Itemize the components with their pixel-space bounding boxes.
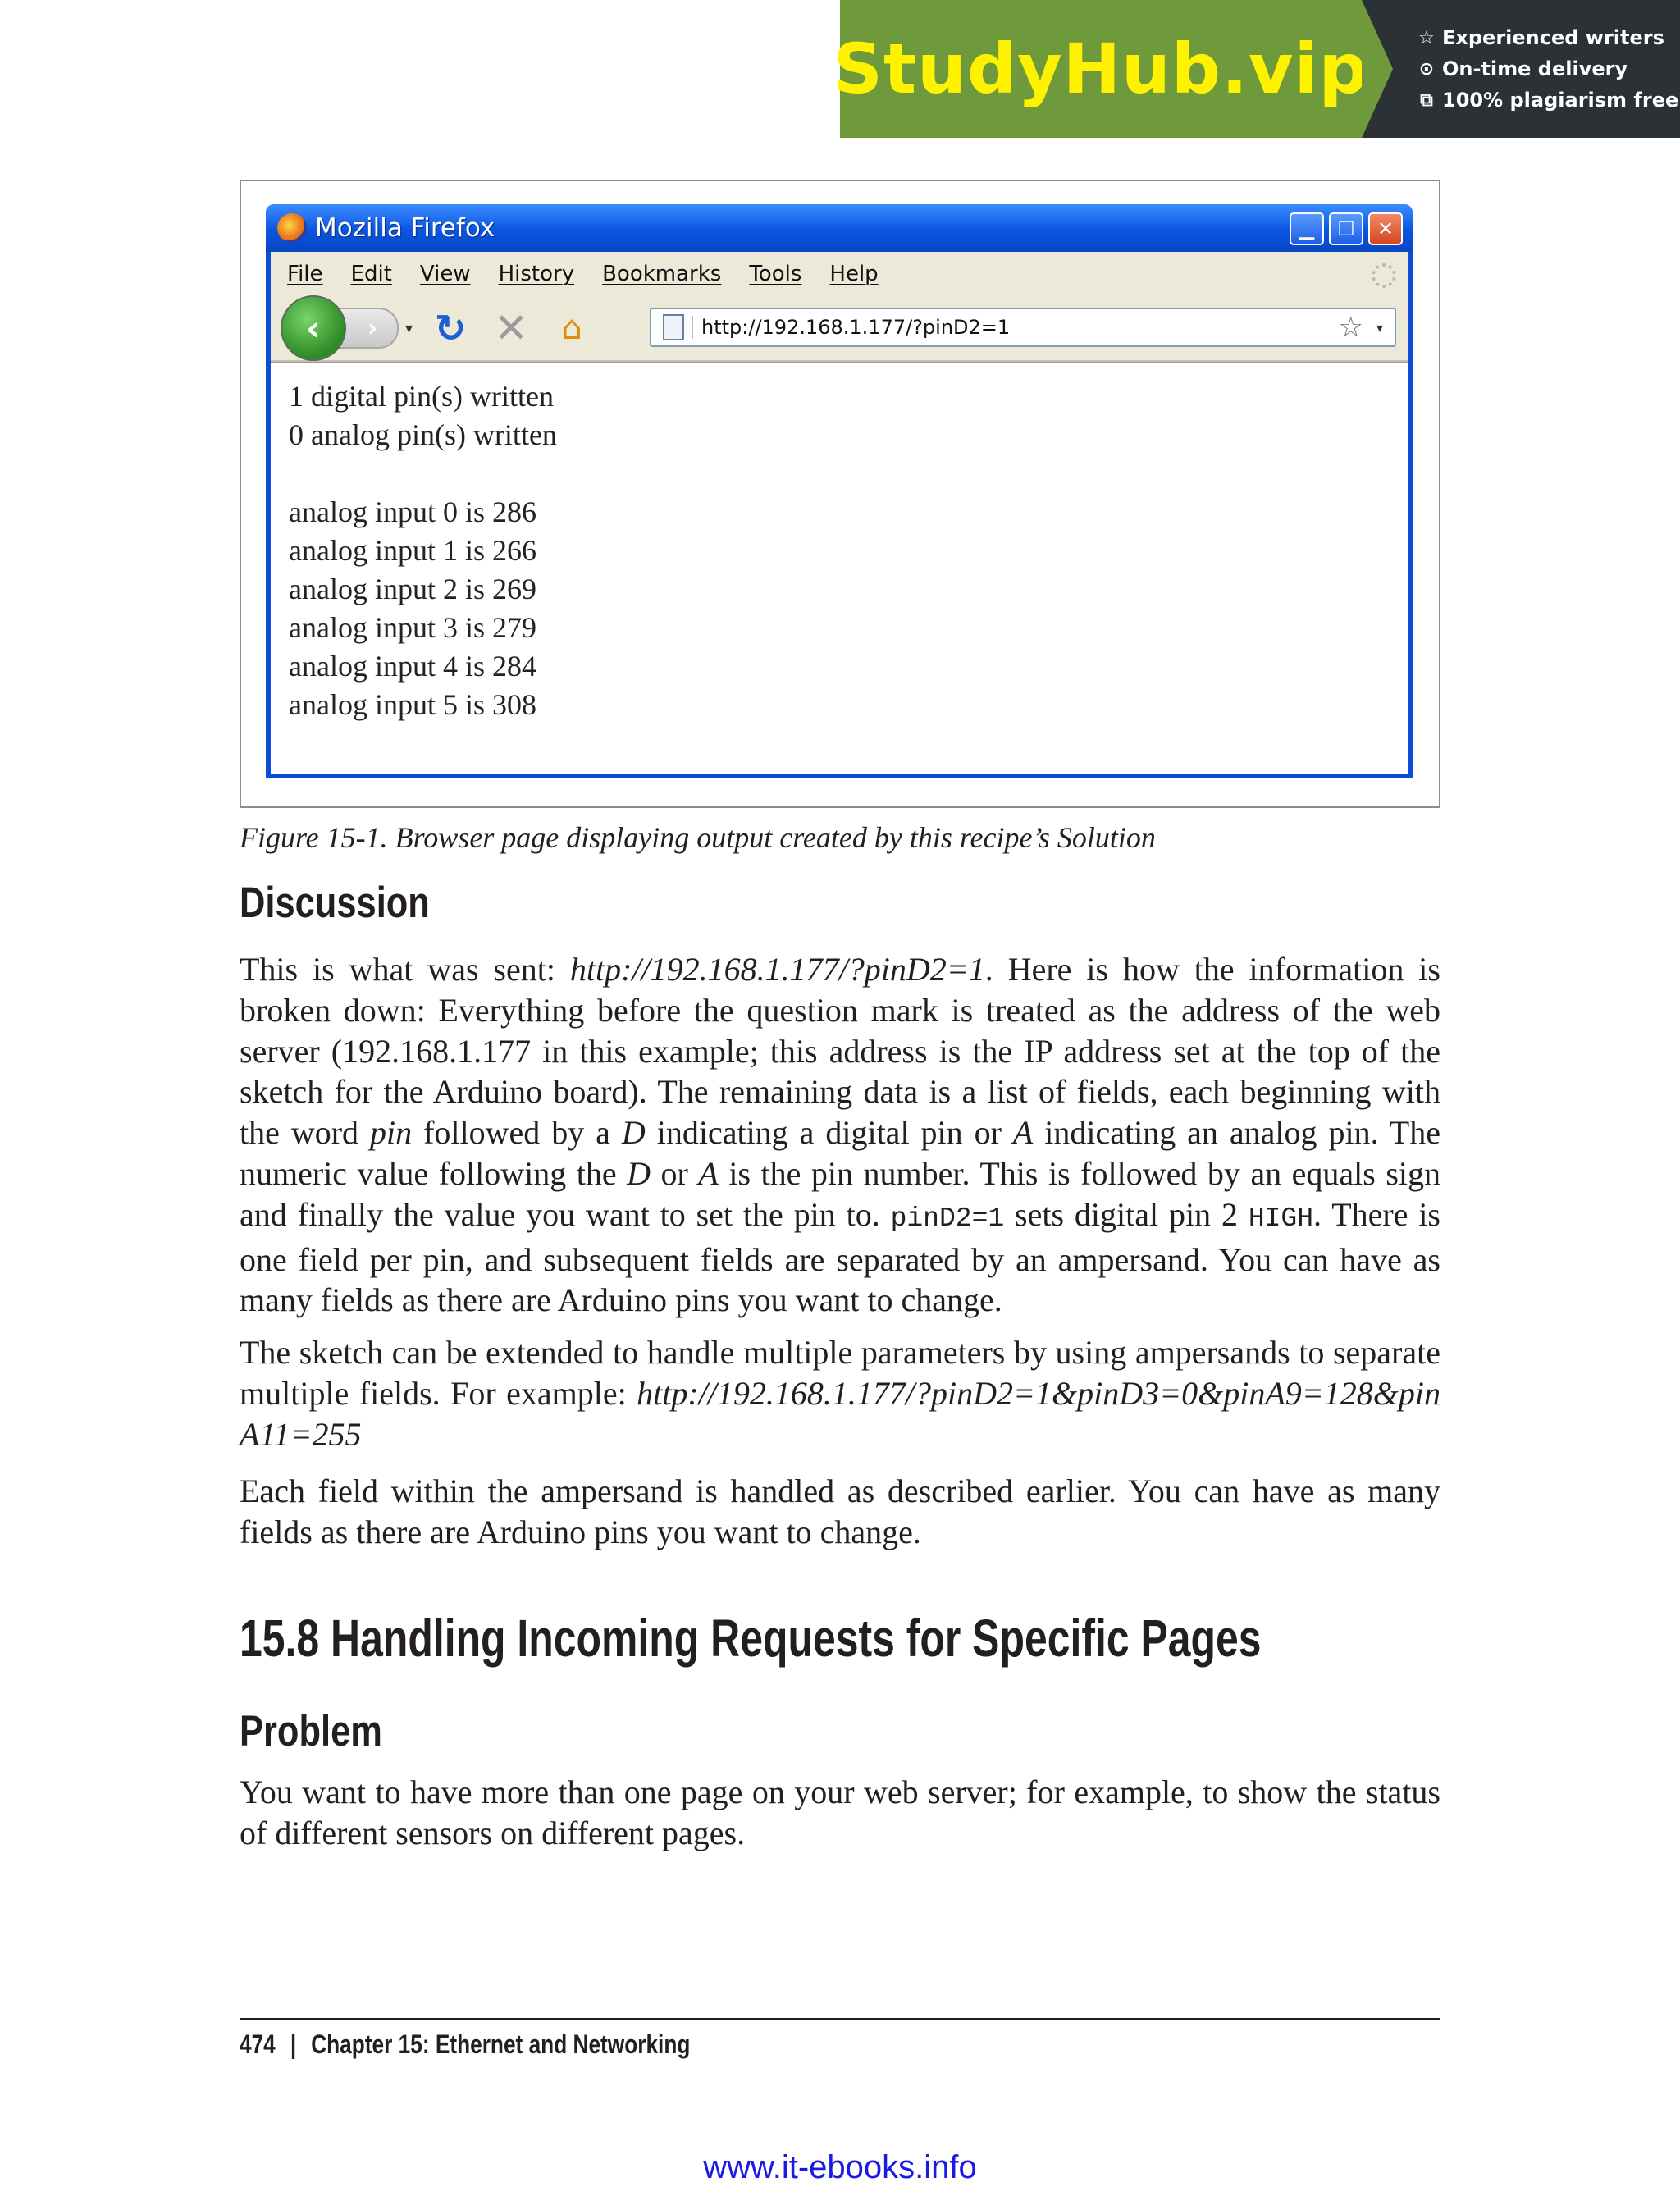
history-dropdown-icon[interactable]: ▾ (405, 319, 413, 337)
content-line: analog input 1 is 266 (289, 534, 536, 567)
chapter-label: Chapter 15: Ethernet and Networking (311, 2029, 691, 2059)
browser-chrome (271, 252, 1408, 774)
reload-icon[interactable]: ↻ (434, 306, 467, 350)
star-outline-icon: ☆ (1418, 27, 1435, 48)
discussion-paragraph-2: The sketch can be extended to handle multiple parameters by using ampersands to separate multiple fields. For example: http://192.168.1.177/?pinD2=1&pinD3=0&pinA9=128&pinA11=255 (240, 1334, 1440, 1453)
content-line: 1 digital pin(s) written (289, 380, 554, 413)
content-line: analog input 0 is 286 (289, 495, 536, 528)
feature-label: 100% plagiarism free (1442, 89, 1679, 112)
brand-panel (833, 0, 1369, 138)
throbber-icon (1372, 263, 1396, 288)
home-icon[interactable]: ⌂ (561, 309, 582, 347)
content-line: analog input 2 is 269 (289, 573, 536, 605)
clock-icon: ⊙ (1418, 58, 1435, 80)
content-line: analog input 5 is 308 (289, 688, 536, 721)
discussion-heading: Discussion (240, 879, 430, 927)
menu-view[interactable]: View (419, 262, 471, 286)
url-text: http://192.168.1.177/?pinD2=1&pinD3=0&pinA9=128&pinA11=255 (240, 1374, 1440, 1453)
navigation-toolbar (271, 296, 1408, 362)
section-title: 15.8 Handling Incoming Requests for Specific Pages (240, 1609, 1262, 1668)
figure-frame (240, 180, 1440, 808)
code-snippet: HIGH (1248, 1203, 1314, 1234)
code-snippet: pinD2=1 (890, 1203, 1005, 1234)
watermark-link[interactable]: www.it-ebooks.info (703, 2149, 977, 2185)
page-icon (663, 314, 684, 340)
promo-banner[interactable] (833, 0, 1680, 138)
page-content (271, 362, 1408, 774)
menu-help[interactable]: Help (829, 262, 879, 286)
content-line: analog input 3 is 279 (289, 611, 536, 644)
window-title: Mozilla Firefox (315, 213, 495, 243)
feature-item (1418, 26, 1680, 49)
window-titlebar[interactable] (266, 204, 1413, 252)
close-button[interactable]: ✕ (1368, 212, 1403, 245)
firefox-window (266, 204, 1413, 778)
firefox-logo-icon (277, 213, 307, 243)
back-button[interactable]: ‹ (281, 295, 346, 361)
url-text: http://192.168.1.177/?pinD2=1 (569, 951, 985, 988)
feature-label: On-time delivery (1442, 57, 1628, 80)
copy-icon: ⧉ (1420, 89, 1433, 111)
content-spacer (289, 454, 1408, 493)
feature-label: Experienced writers (1442, 26, 1664, 49)
address-bar[interactable] (650, 308, 1396, 347)
footer-separator: | (290, 2029, 297, 2059)
content-line: analog input 4 is 284 (289, 650, 536, 682)
window-controls (1290, 212, 1403, 245)
menu-file[interactable]: File (287, 262, 323, 286)
menu-edit[interactable]: Edit (350, 262, 392, 286)
stop-icon[interactable]: ✕ (494, 304, 528, 352)
brand-logo-text: StudyHub.vip (833, 29, 1369, 109)
maximize-button[interactable]: ☐ (1329, 212, 1363, 245)
figure-caption: Figure 15-1. Browser page displaying output created by this recipe’s Solution (240, 821, 1156, 854)
bookmark-star-icon[interactable]: ☆ (1338, 311, 1363, 344)
url-input[interactable]: http://192.168.1.177/?pinD2=1 (692, 316, 1338, 339)
discussion-paragraph-3: Each field within the ampersand is handled as described earlier. You can have as many fields as there are Arduino pins you want to change. (240, 1472, 1440, 1550)
footer-rule (240, 2018, 1440, 2020)
menu-tools[interactable]: Tools (749, 262, 802, 286)
forward-button[interactable]: › (331, 308, 399, 349)
feature-list (1362, 0, 1680, 138)
menu-bar (271, 252, 1408, 296)
content-line: 0 analog pin(s) written (289, 418, 557, 451)
feature-item (1418, 89, 1680, 112)
url-dropdown-icon[interactable]: ▾ (1376, 319, 1383, 336)
page-number: 474 (240, 2029, 276, 2059)
feature-item (1418, 57, 1680, 80)
menu-history[interactable]: History (498, 262, 575, 286)
minimize-button[interactable]: ▁ (1290, 212, 1324, 245)
problem-heading: Problem (240, 1707, 382, 1755)
menu-bookmarks[interactable]: Bookmarks (602, 262, 722, 286)
page-footer (240, 2029, 690, 2060)
problem-paragraph: You want to have more than one page on your web server; for example, to show the status of different sensors on different pages. (240, 1774, 1440, 1851)
discussion-paragraph-1: This is what was sent: http://192.168.1.177/?pinD2=1. Here is how the information is broken down: Everything before the question mark is treated as the address of the web server (192.168.1.177 in this example; this address is the IP address set at the top of the sketch for the Arduino board). The remaining data is a list of fields, each beginning with the word pin followed by a D indicating a digital pin or A indicating an analog pin. The numeric value following the D or A is the pin number. This is followed by an equals sign and finally the value you want to set the pin to. pinD2=1 sets digital pin 2 HIGH. There is one field per pin, and subsequent fields are separated by an ampersand. You can have as many fields as there are Arduino pins you want to change. (240, 951, 1441, 1319)
